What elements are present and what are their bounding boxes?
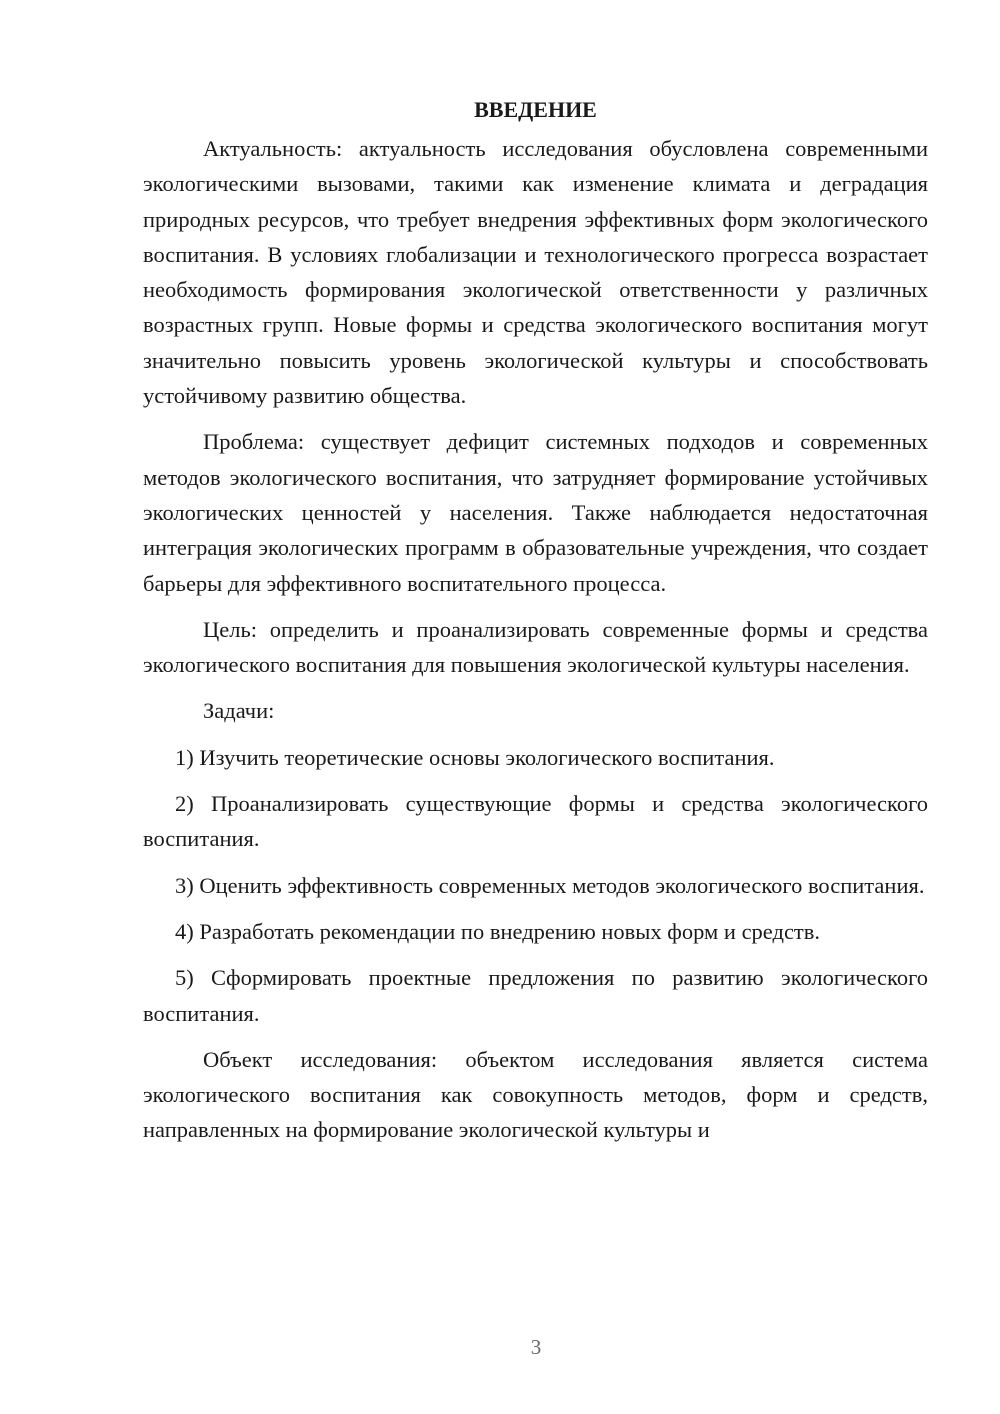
task-item-3: 3) Оценить эффективность современных методов экологического воспитания. bbox=[175, 872, 925, 898]
relevance-paragraph: Актуальность: актуальность исследования обусловлена современными экологическими вызовами, такими как изменение климата и деградация природных ресурсов, что требует внедрения эффективных форм экологического воспитания. В условиях глобализации и технологического прогресса возрастает необходимость формирования экологической ответственности у различных возрастных групп. Новые формы и средства экологического воспитания могут значительно повысить уровень экологической культуры и способствовать устойчивому развитию общества. bbox=[143, 136, 928, 409]
research-object-paragraph: Объект исследования: объектом исследования является система экологического воспитания как совокупность методов, форм и средств, направленных на формирование экологической культуры и bbox=[143, 1046, 928, 1143]
page-number: 3 bbox=[530, 1335, 542, 1359]
problem-paragraph: Проблема: существует дефицит системных подходов и современных методов экологического воспитания, что затрудняет формирование устойчивых экологических ценностей у населения. Также наблюдается недостаточная интеграция экологических программ в образовательные учреждения, что создает барьеры для эффективного воспитательного процесса. bbox=[143, 429, 928, 596]
tasks-label: Задачи: bbox=[203, 698, 275, 724]
goal-paragraph: Цель: определить и проанализировать современные формы и средства экологического воспитания для повышения экологической культуры населения. bbox=[143, 616, 928, 678]
task-item-2: 2) Проанализировать существующие формы и средства экологического воспитания. bbox=[143, 791, 928, 852]
page-body bbox=[143, 92, 928, 1148]
task-item-4: 4) Разработать рекомендации по внедрению новых форм и средств. bbox=[175, 918, 821, 944]
section-heading: ВВЕДЕНИЕ bbox=[474, 97, 597, 122]
task-item-1: 1) Изучить теоретические основы экологического воспитания. bbox=[175, 744, 775, 770]
task-item-5: 5) Сформировать проектные предложения по развитию экологического воспитания. bbox=[143, 965, 928, 1026]
